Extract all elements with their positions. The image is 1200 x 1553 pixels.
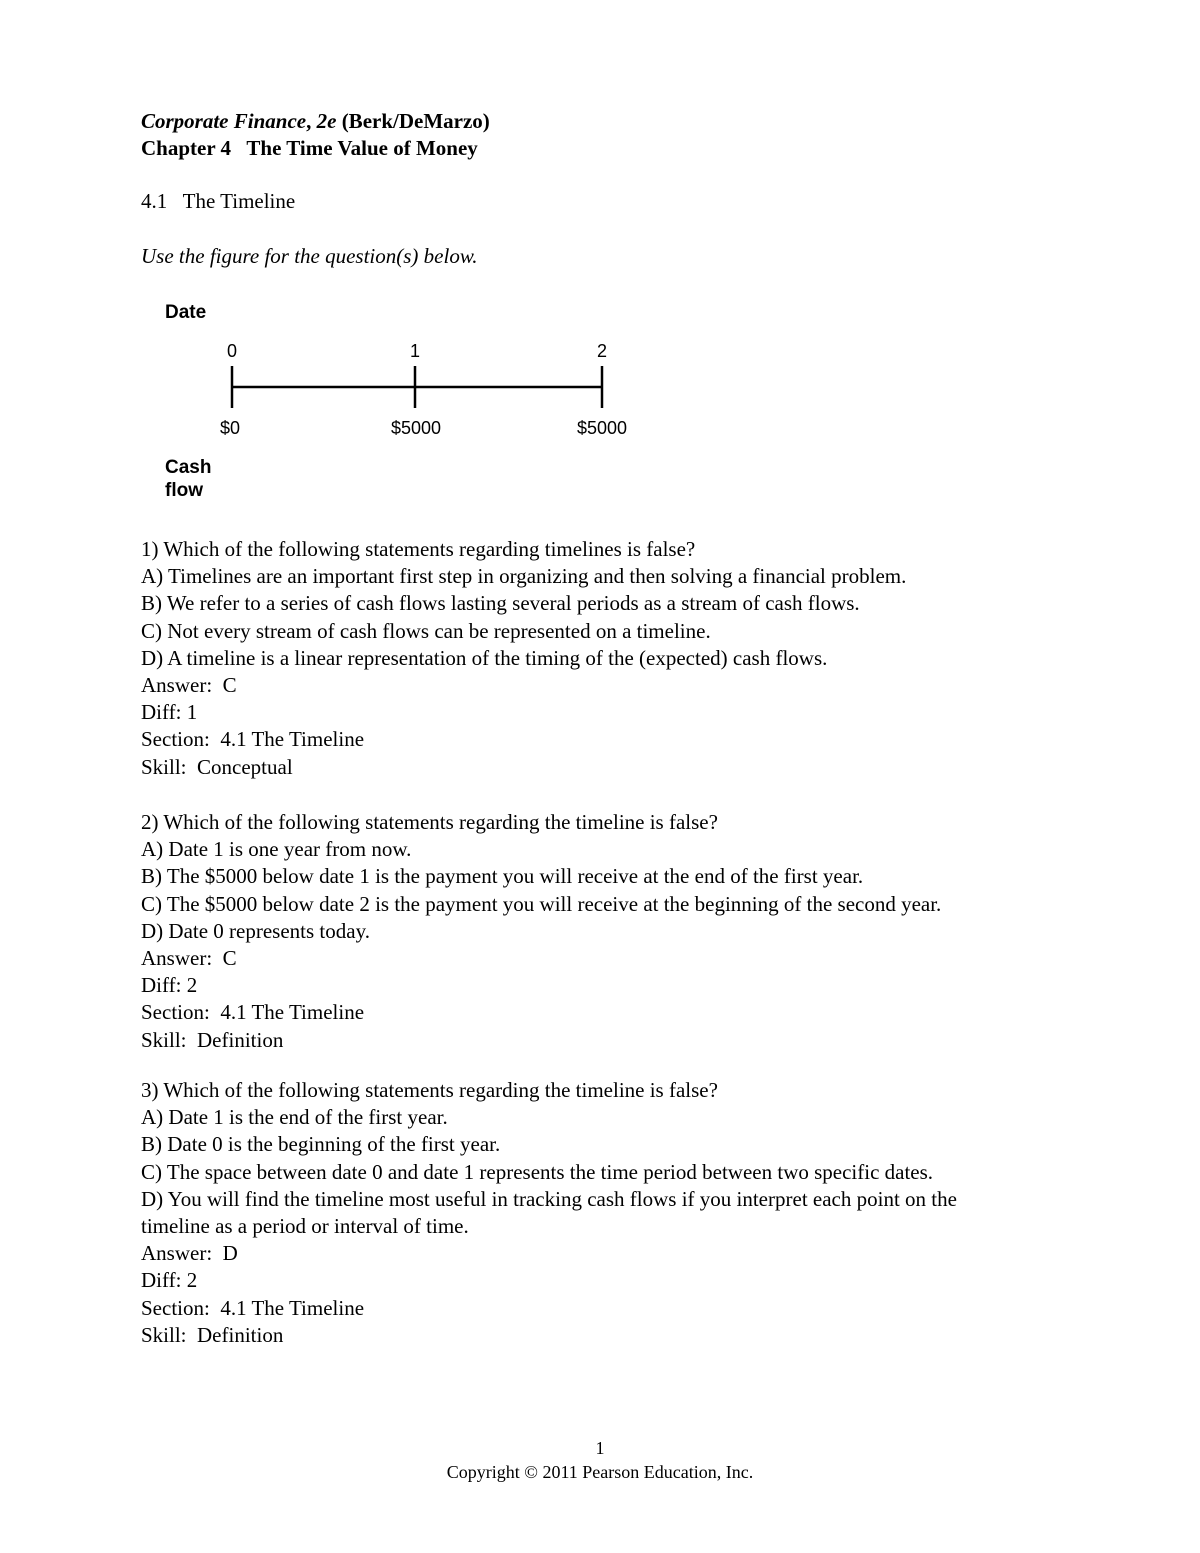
copyright-notice: Copyright © 2011 Pearson Education, Inc.	[446, 1462, 754, 1482]
difficulty: Diff: 2	[141, 973, 198, 998]
timeline-figure	[160, 296, 650, 506]
question-text: 2) Which of the following statements regarding the timeline is false?	[141, 810, 718, 834]
book-title: Corporate Finance	[141, 109, 307, 133]
section-ref: Section: 4.1 The Timeline	[141, 1295, 365, 1320]
option-b: B) Date 0 is the beginning of the first year.	[141, 1132, 501, 1157]
option-c: C) The $5000 below date 2 is the payment you will receive at the beginning of the second year.	[141, 891, 942, 916]
date-tick-label-1: 1	[409, 341, 421, 361]
option-d: D) Date 0 represents today.	[141, 918, 370, 943]
question-text: 1) Which of the following statements regarding timelines is false?	[141, 537, 696, 561]
option-c: C) Not every stream of cash flows can be represented on a timeline.	[141, 618, 711, 643]
option-b: B) The $5000 below date 1 is the payment you will receive at the end of the first year.	[141, 864, 864, 889]
section-ref: Section: 4.1 The Timeline	[141, 727, 365, 752]
option-d-continued: timeline as a period or interval of time.	[141, 1214, 469, 1239]
option-a: A) Date 1 is one year from now.	[141, 837, 412, 862]
cash-label-line2: flow	[165, 480, 203, 501]
option-b: B) We refer to a series of cash flows lasting several periods as a stream of cash flows.	[141, 591, 860, 616]
document-header	[141, 108, 490, 162]
answer: Answer: C	[141, 946, 237, 971]
question-3	[141, 1077, 1141, 1349]
option-d: D) A timeline is a linear representation of the timing of the (expected) cash flows.	[141, 645, 828, 670]
chapter-title: Chapter 4 The Time Value of Money	[141, 136, 478, 160]
cash-flow-label-2: $5000	[576, 418, 628, 438]
cash-label-line1: Cash	[165, 457, 212, 478]
figure-intro: Use the figure for the question(s) below.	[141, 244, 478, 268]
timeline-svg	[160, 296, 650, 506]
option-c: C) The space between date 0 and date 1 represents the time period between two specific dates.	[141, 1159, 934, 1184]
skill: Skill: Conceptual	[141, 754, 293, 779]
difficulty: Diff: 1	[141, 700, 198, 725]
question-2	[141, 809, 1141, 1054]
option-a: A) Date 1 is the end of the first year.	[141, 1105, 448, 1130]
book-authors: (Berk/DeMarzo)	[336, 109, 490, 133]
option-d: D) You will find the timeline most useful in tracking cash flows if you interpret each point on the	[141, 1186, 957, 1211]
book-title-line	[141, 108, 490, 135]
difficulty: Diff: 2	[141, 1268, 198, 1293]
skill: Skill: Definition	[141, 1322, 284, 1347]
date-tick-label-0: 0	[226, 341, 238, 361]
cash-flow-label-0: $0	[219, 418, 241, 438]
book-edition: 2e	[316, 109, 337, 133]
question-1	[141, 536, 1141, 781]
date-tick-label-2: 2	[596, 341, 608, 361]
question-text: 3) Which of the following statements regarding the timeline is false?	[141, 1078, 718, 1102]
cash-flow-label-1: $5000	[390, 418, 442, 438]
title-separator: ,	[306, 109, 317, 133]
section-ref: Section: 4.1 The Timeline	[141, 1000, 365, 1025]
answer: Answer: D	[141, 1241, 238, 1266]
section-title: 4.1 The Timeline	[141, 189, 296, 213]
answer: Answer: C	[141, 673, 237, 698]
option-a: A) Timelines are an important first step in organizing and then solving a financial problem.	[141, 564, 907, 589]
page-number: 1	[595, 1438, 605, 1458]
skill: Skill: Definition	[141, 1027, 284, 1052]
date-label: Date	[165, 302, 207, 323]
